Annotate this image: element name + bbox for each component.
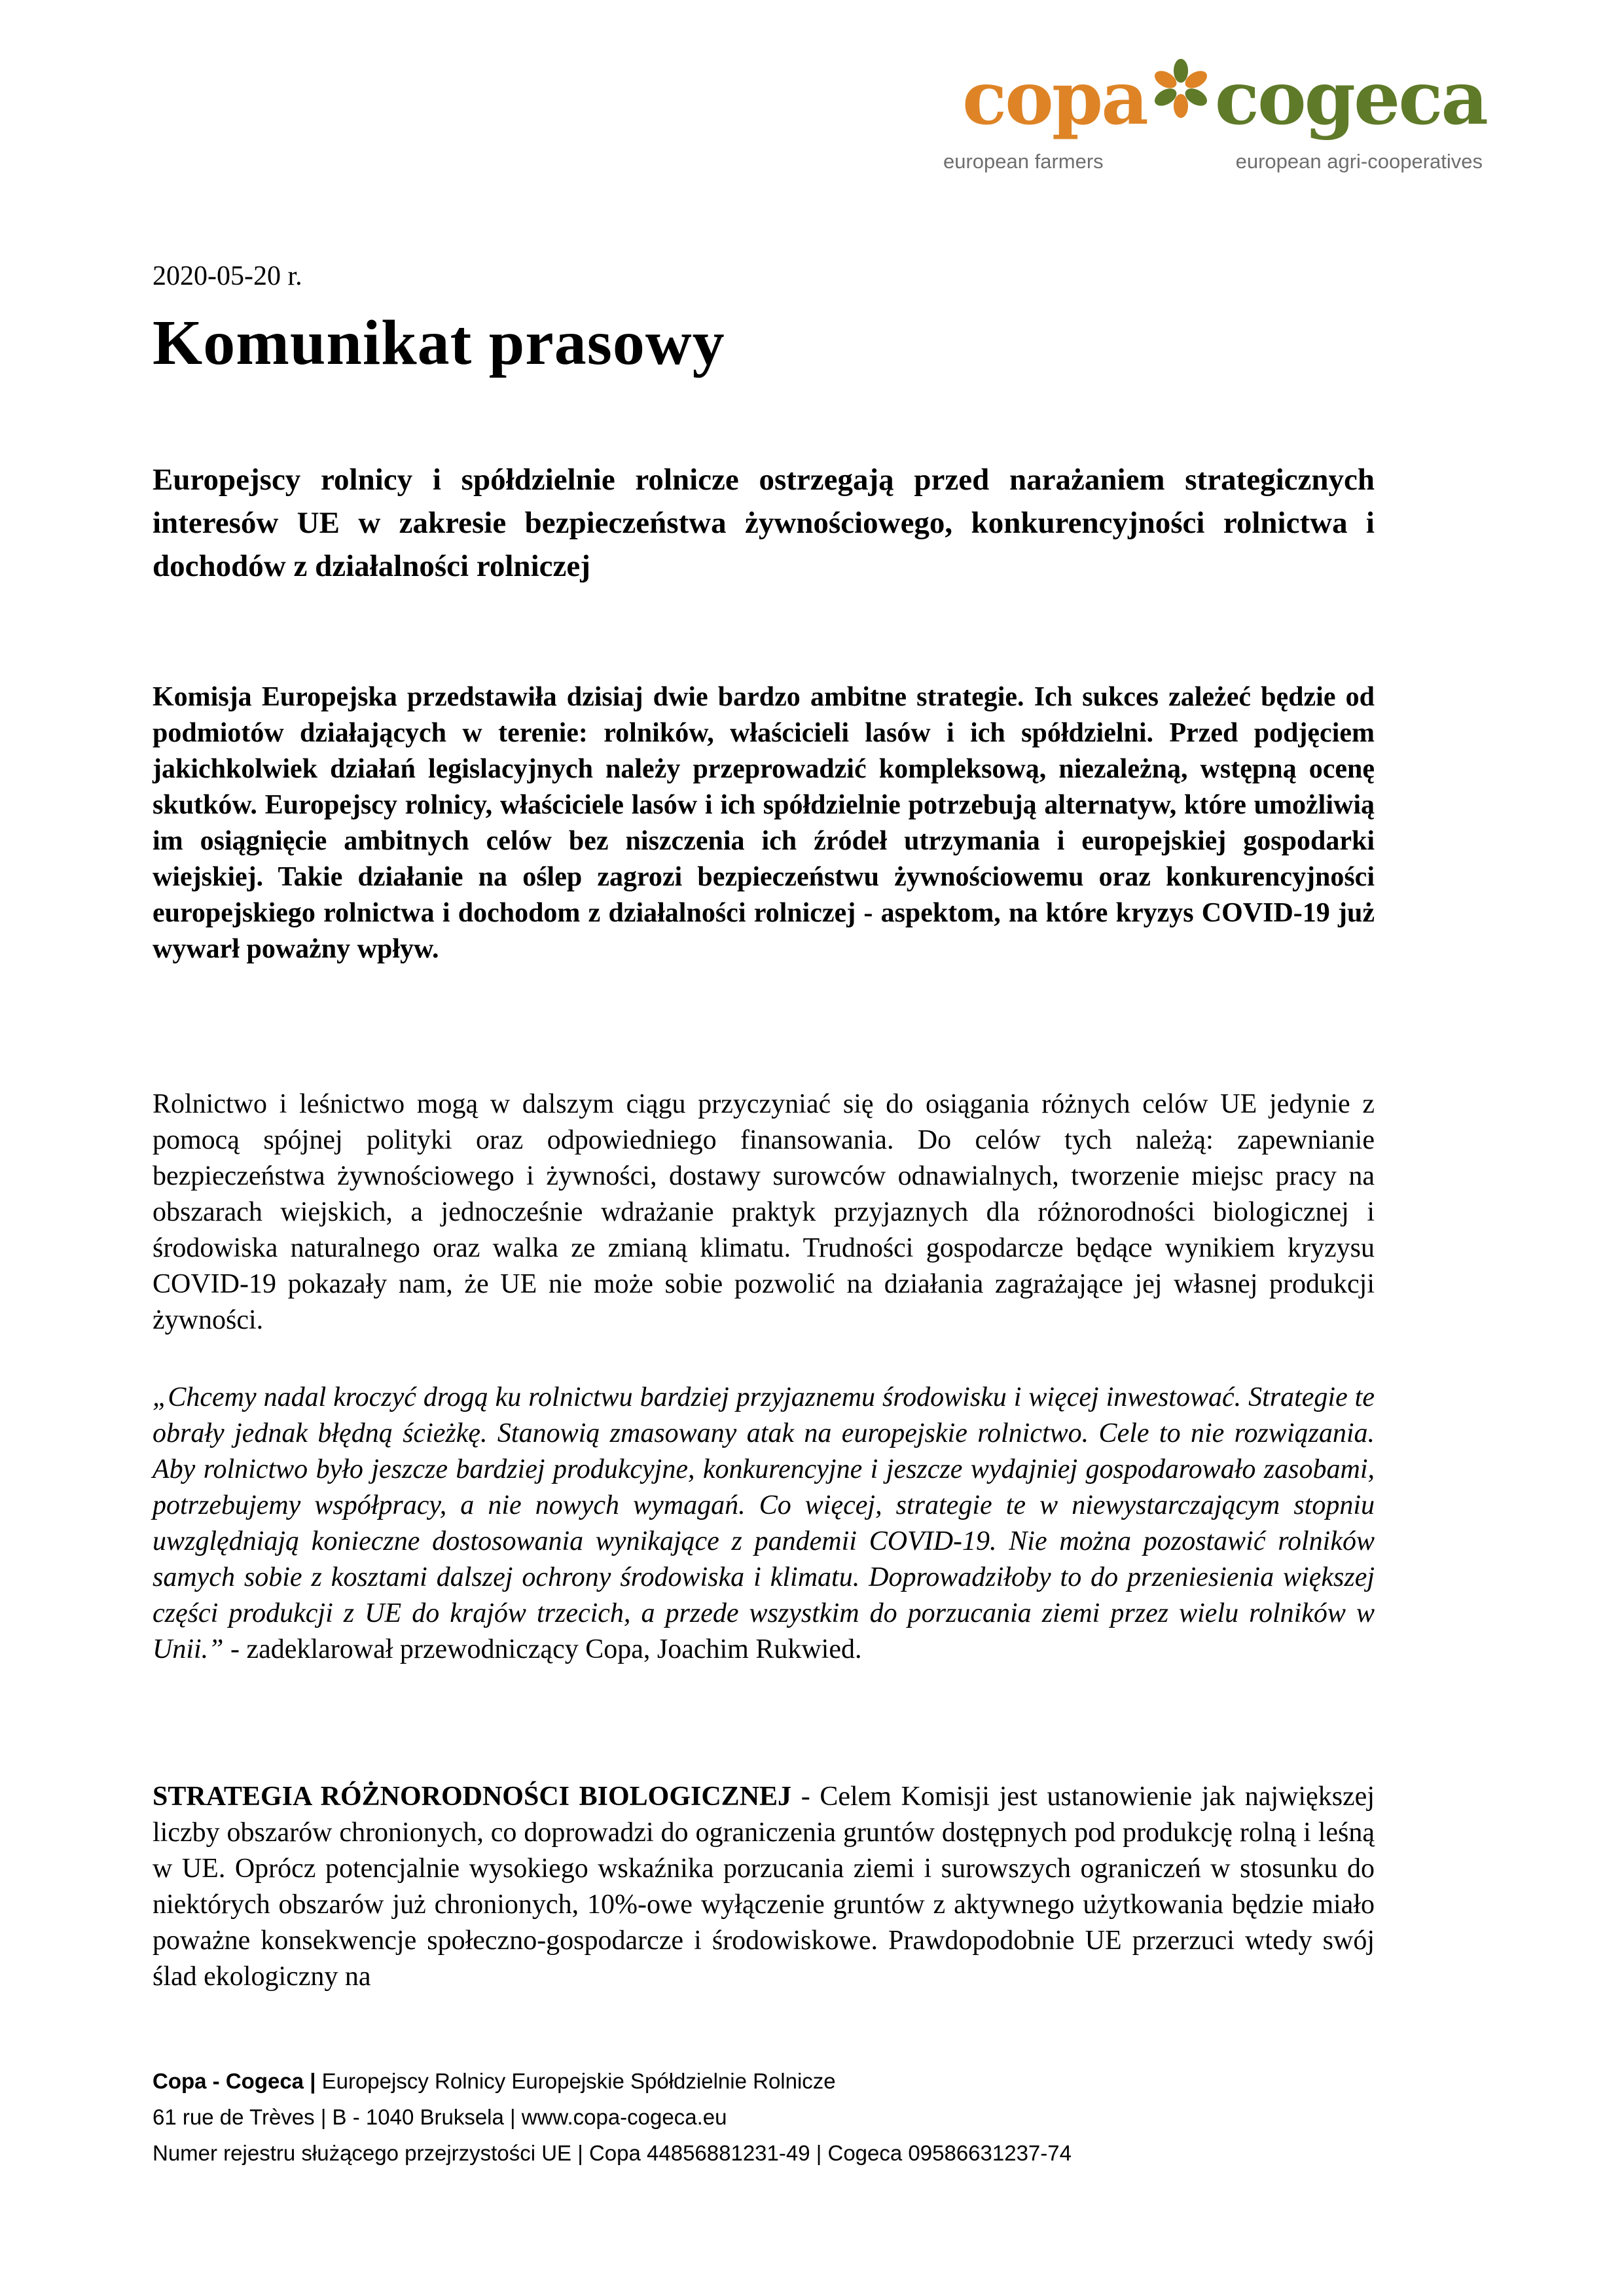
quote-text: „Chcemy nadal kroczyć drogą ku rolnictwu bardziej przyjaznemu środowisku i więcej inwestować. Strategie te obrały jednak błędną ścieżkę. Stanowią zmasowany atak na europejskie rolnictwo. Cele to nie rozwiązania. Aby rolnictwo było jeszcze bardziej produkcyjne, konkurencyjne i jeszcze wydajniej gospodarowało zasobami, potrzebujemy współpracy, a nie nowych wymagań. Co więcej, strategie te w niewystarczającym stopniu uwzględniają konieczne dostosowania wynikające z pandemii COVID-19. Nie można pozostawić rolników samych sobie z kosztami dalszej ochrony środowiska i klimatu. Doprowadziłoby to do przeniesienia większej części produkcji z UE do krajów trzecich, a przede wszystkim do porzucania ziemi przez wielu rolników w Unii.” (153, 1382, 1375, 1664)
quote-attribution: - zadeklarował przewodniczący Copa, Joachim Rukwied. (223, 1634, 862, 1664)
headline: Europejscy rolnicy i spółdzielnie rolnicze ostrzegają przed narażaniem strategicznych interesów UE w zakresie bezpieczeństwa żywnościowego, konkurencyjności rolnictwa i dochodów z działalności rolniczej (153, 463, 1375, 583)
footer-org-name: Copa - Cogeca | (153, 2069, 316, 2093)
footer-org-description: Europejscy Rolnicy Europejskie Spółdzielnie Rolnicze (316, 2069, 836, 2093)
lead-paragraph: Komisja Europejska przedstawiła dzisiaj dwie bardzo ambitne strategie. Ich sukces zależeć będzie od podmiotów działających w terenie: rolników, właścicieli lasów i ich spółdzielni. Przed podjęciem jakichkolwiek działań legislacyjnych należy przeprowadzić kompleksową, niezależną, wstępną ocenę skutków. Europejscy rolnicy, właściciele lasów i ich spółdzielnie potrzebują alternatyw, które umożliwią im osiągnięcie ambitnych celów bez niszczenia ich źródeł utrzymania i europejskiej gospodarki wiejskiej. Takie działanie na oślep zagrozi bezpieczeństwu żywnościowemu oraz konkurencyjności europejskiego rolnictwa i dochodom z działalności rolniczej - aspektom, na które kryzys COVID-19 już wywarł poważny wpływ. (153, 682, 1375, 964)
date-text: 2020-05-20 r. (153, 261, 302, 291)
logo-taglines (937, 150, 1487, 173)
strategy-heading: STRATEGIA RÓŻNORODNOŚCI BIOLOGICZNEJ (153, 1782, 792, 1812)
flower-asterisk-icon (1149, 57, 1212, 120)
body-paragraph: Rolnictwo i leśnictwo mogą w dalszym ciągu przyczyniać się do osiągania różnych celów UE jedynie z pomocą spójnej polityki oraz odpowiedniego finansowania. Do celów tych należą: zapewnianie bezpieczeństwa żywnościowego i żywności, dostawy surowców odnawialnych, tworzenie miejsc pracy na obszarach wiejskich, a jednocześnie wdrażanie praktyk przyjaznych dla różnorodności biologicznej i środowiska naturalnego oraz walka ze zmianą klimatu. Trudności gospodarcze będące wynikiem kryzysu COVID-19 pokazały nam, że UE nie może sobie pozwolić na działania zagrażające jej własnej produkcji żywności. (153, 1089, 1375, 1335)
logo-cogeca-text: cogeca (1214, 56, 1487, 141)
quote-paragraph (153, 1380, 1375, 1668)
logo-copa-text: copa (962, 56, 1147, 141)
footer-line-address: 61 rue de Trèves | B - 1040 Bruksela | www.copa-cogeca.eu (153, 2105, 727, 2129)
footer-line-registry: Numer rejestru służącego przejrzystości UE | Copa 44856881231-49 | Cogeca 09586631237-74 (153, 2141, 1072, 2165)
footer (153, 2063, 1435, 2171)
footer-line-organisation (153, 2063, 1435, 2099)
page-title: Komunikat prasowy (153, 308, 725, 378)
copa-cogeca-logo (937, 56, 1487, 173)
tagline-european-farmers: european farmers (943, 150, 1104, 173)
tagline-european-agri-cooperatives: european agri-cooperatives (1235, 150, 1483, 173)
strategy-paragraph (153, 1779, 1375, 1995)
logo-wordmark (937, 56, 1487, 141)
strategy-body-text: - Celem Komisji jest ustanowienie jak największej liczby obszarów chronionych, co doprowadzi do ograniczenia gruntów dostępnych pod produkcję rolną i leśną w UE. Oprócz potencjalnie wysokiego wskaźnika porzucania ziemi i surowszych ograniczeń w stosunku do niektórych obszarów już chronionych, 10%-owe wyłączenie gruntów z aktywnego użytkowania będzie miało poważne konsekwencje społeczno-gospodarcze i środowiskowe. Prawdopodobnie UE przerzuci wtedy swój ślad ekologiczny na (153, 1782, 1375, 1992)
